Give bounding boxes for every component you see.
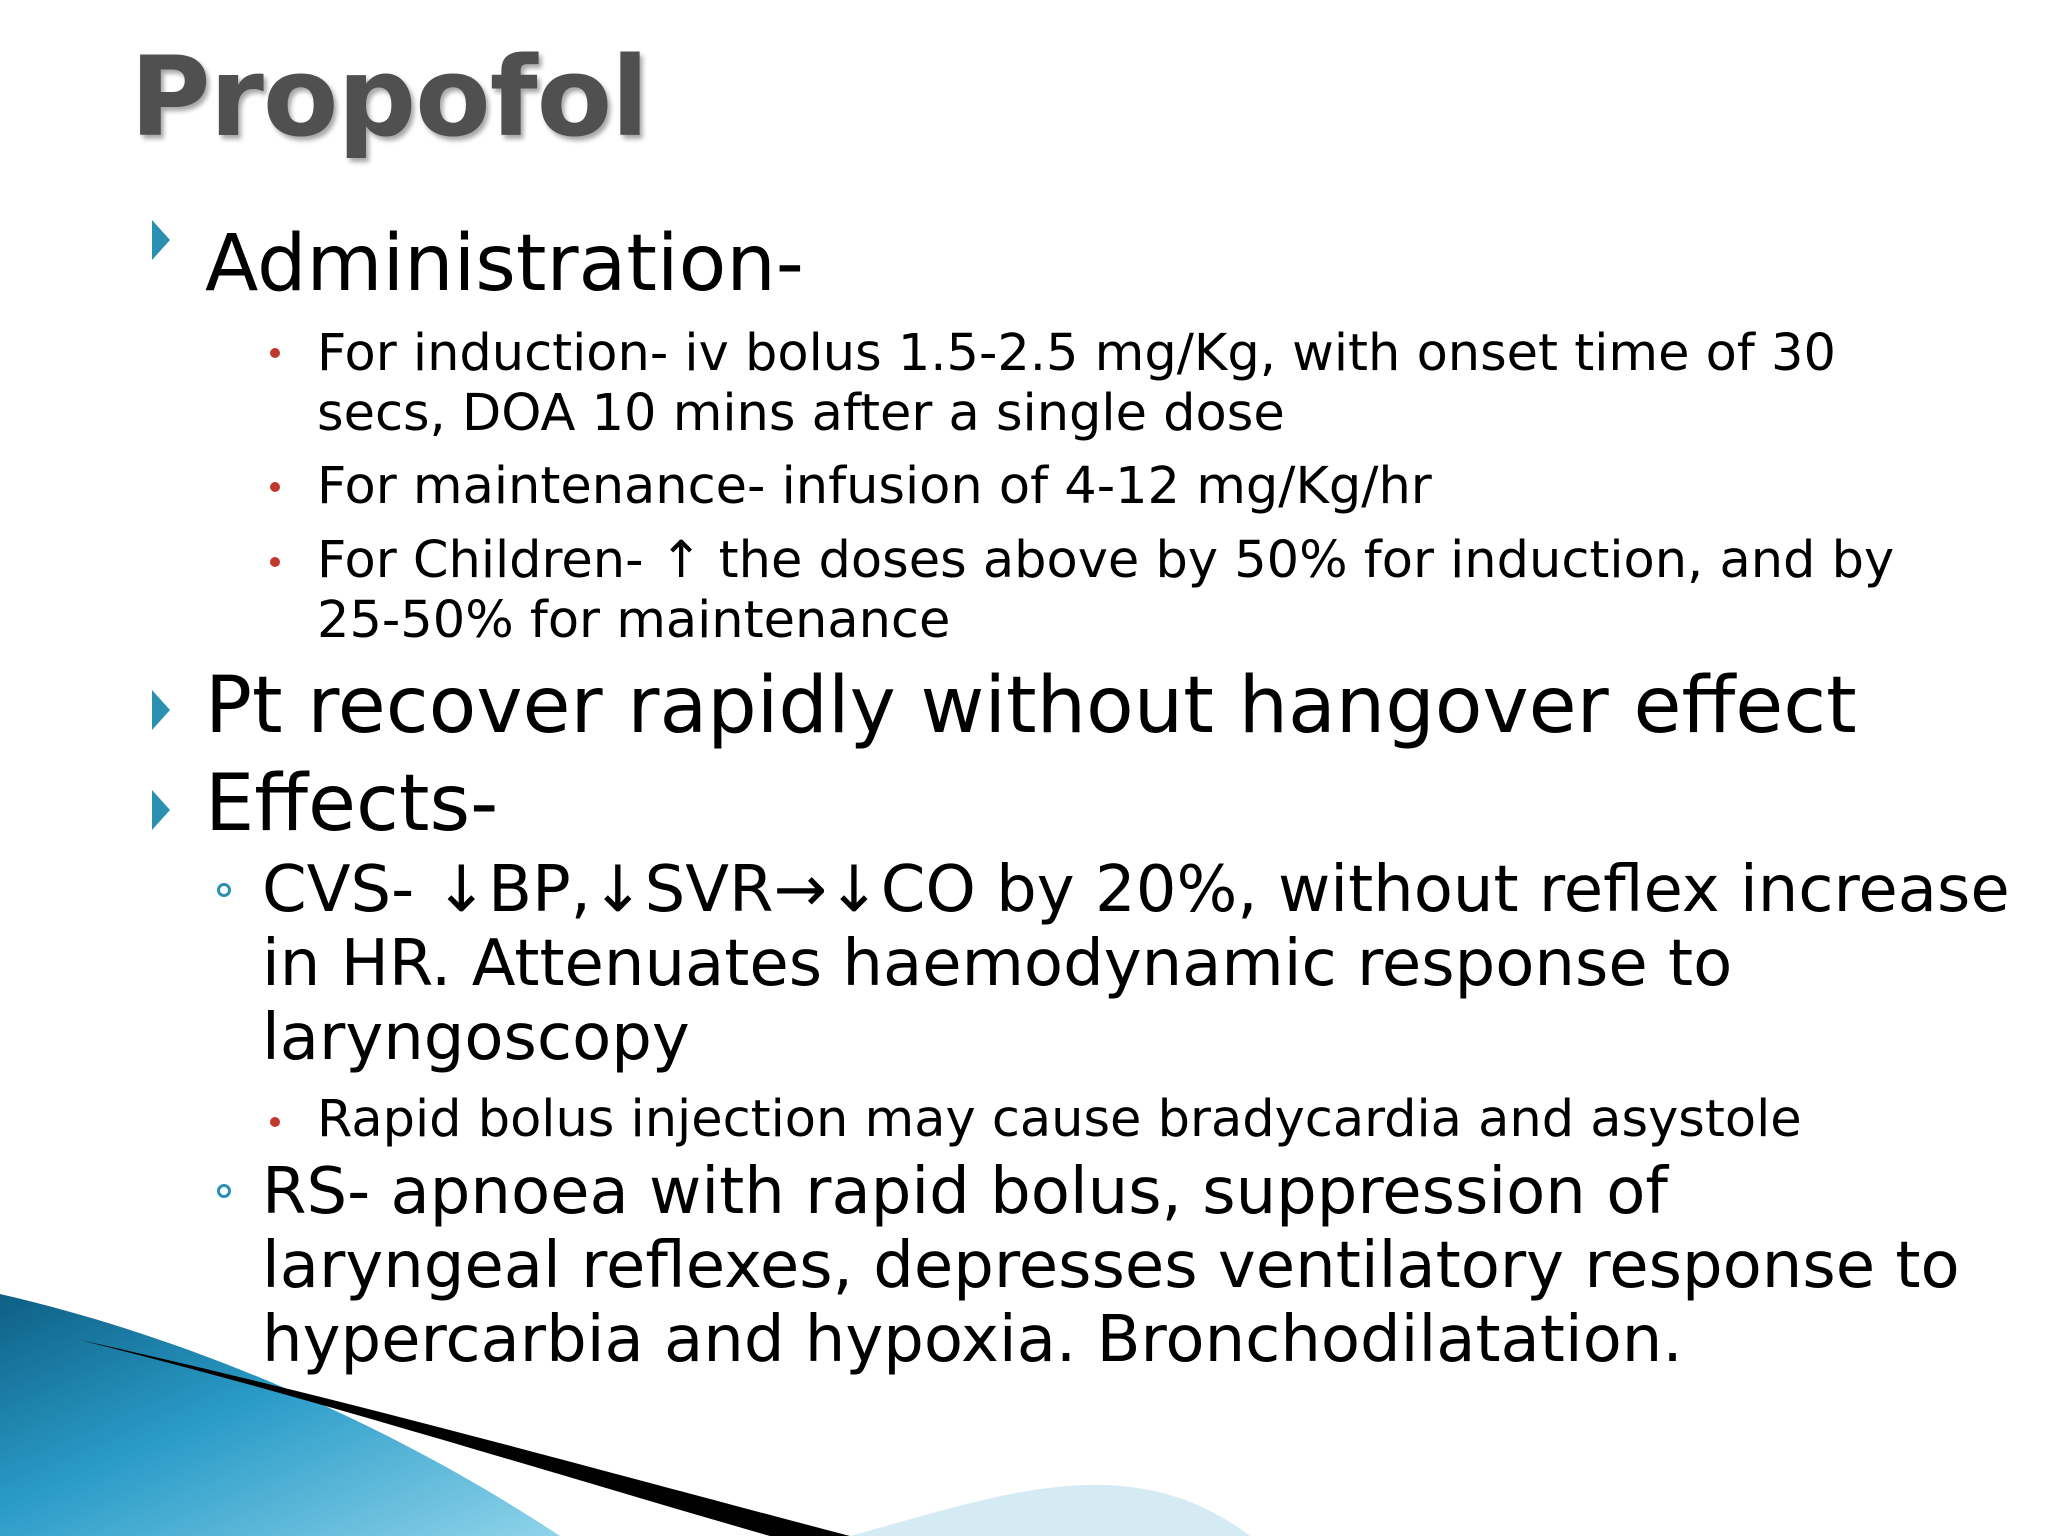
arrow-bullet-icon <box>152 220 170 260</box>
slide-title: Propofol <box>130 33 648 161</box>
rs-text-line1: RS- apnoea with rapid bolus, suppression of <box>262 1155 1668 1229</box>
children-text-line2: 25-50% for maintenance <box>317 591 951 650</box>
dot-bullet-icon <box>270 1117 280 1127</box>
rs-text-line3: hypercarbia and hypoxia. Bronchodilatation. <box>262 1303 1683 1377</box>
cvs-subpoint-text: Rapid bolus injection may cause bradycardia and asystole <box>317 1090 1802 1149</box>
induction-text-line2: secs, DOA 10 mins after a single dose <box>317 384 1285 443</box>
dot-bullet-icon <box>270 557 280 567</box>
ring-bullet-icon <box>217 883 231 897</box>
cvs-text-line1: CVS- ↓BP,↓SVR→↓CO by 20%, without reflex increase <box>262 853 2010 927</box>
cvs-text-line3: laryngoscopy <box>262 1001 690 1075</box>
cvs-text-line2: in HR. Attenuates haemodynamic response to <box>262 927 1733 1001</box>
dot-bullet-icon <box>270 348 280 358</box>
children-text-line1: For Children- ↑ the doses above by 50% for induction, and by <box>317 531 1895 590</box>
ring-bullet-icon <box>217 1184 231 1198</box>
maintenance-text: For maintenance- infusion of 4-12 mg/Kg/hr <box>317 457 1432 516</box>
arrow-bullet-icon <box>152 790 170 830</box>
dot-bullet-icon <box>270 482 280 492</box>
administration-heading: Administration- <box>205 219 804 309</box>
induction-text-line1: For induction- iv bolus 1.5-2.5 mg/Kg, with onset time of 30 <box>317 324 1836 383</box>
rs-text-line2: laryngeal reflexes, depresses ventilatory response to <box>262 1229 1960 1303</box>
swoosh-light-band <box>850 1485 1250 1536</box>
recovery-text: Pt recover rapidly without hangover effect <box>205 661 1857 751</box>
effects-heading: Effects- <box>205 759 499 849</box>
arrow-bullet-icon <box>152 690 170 730</box>
